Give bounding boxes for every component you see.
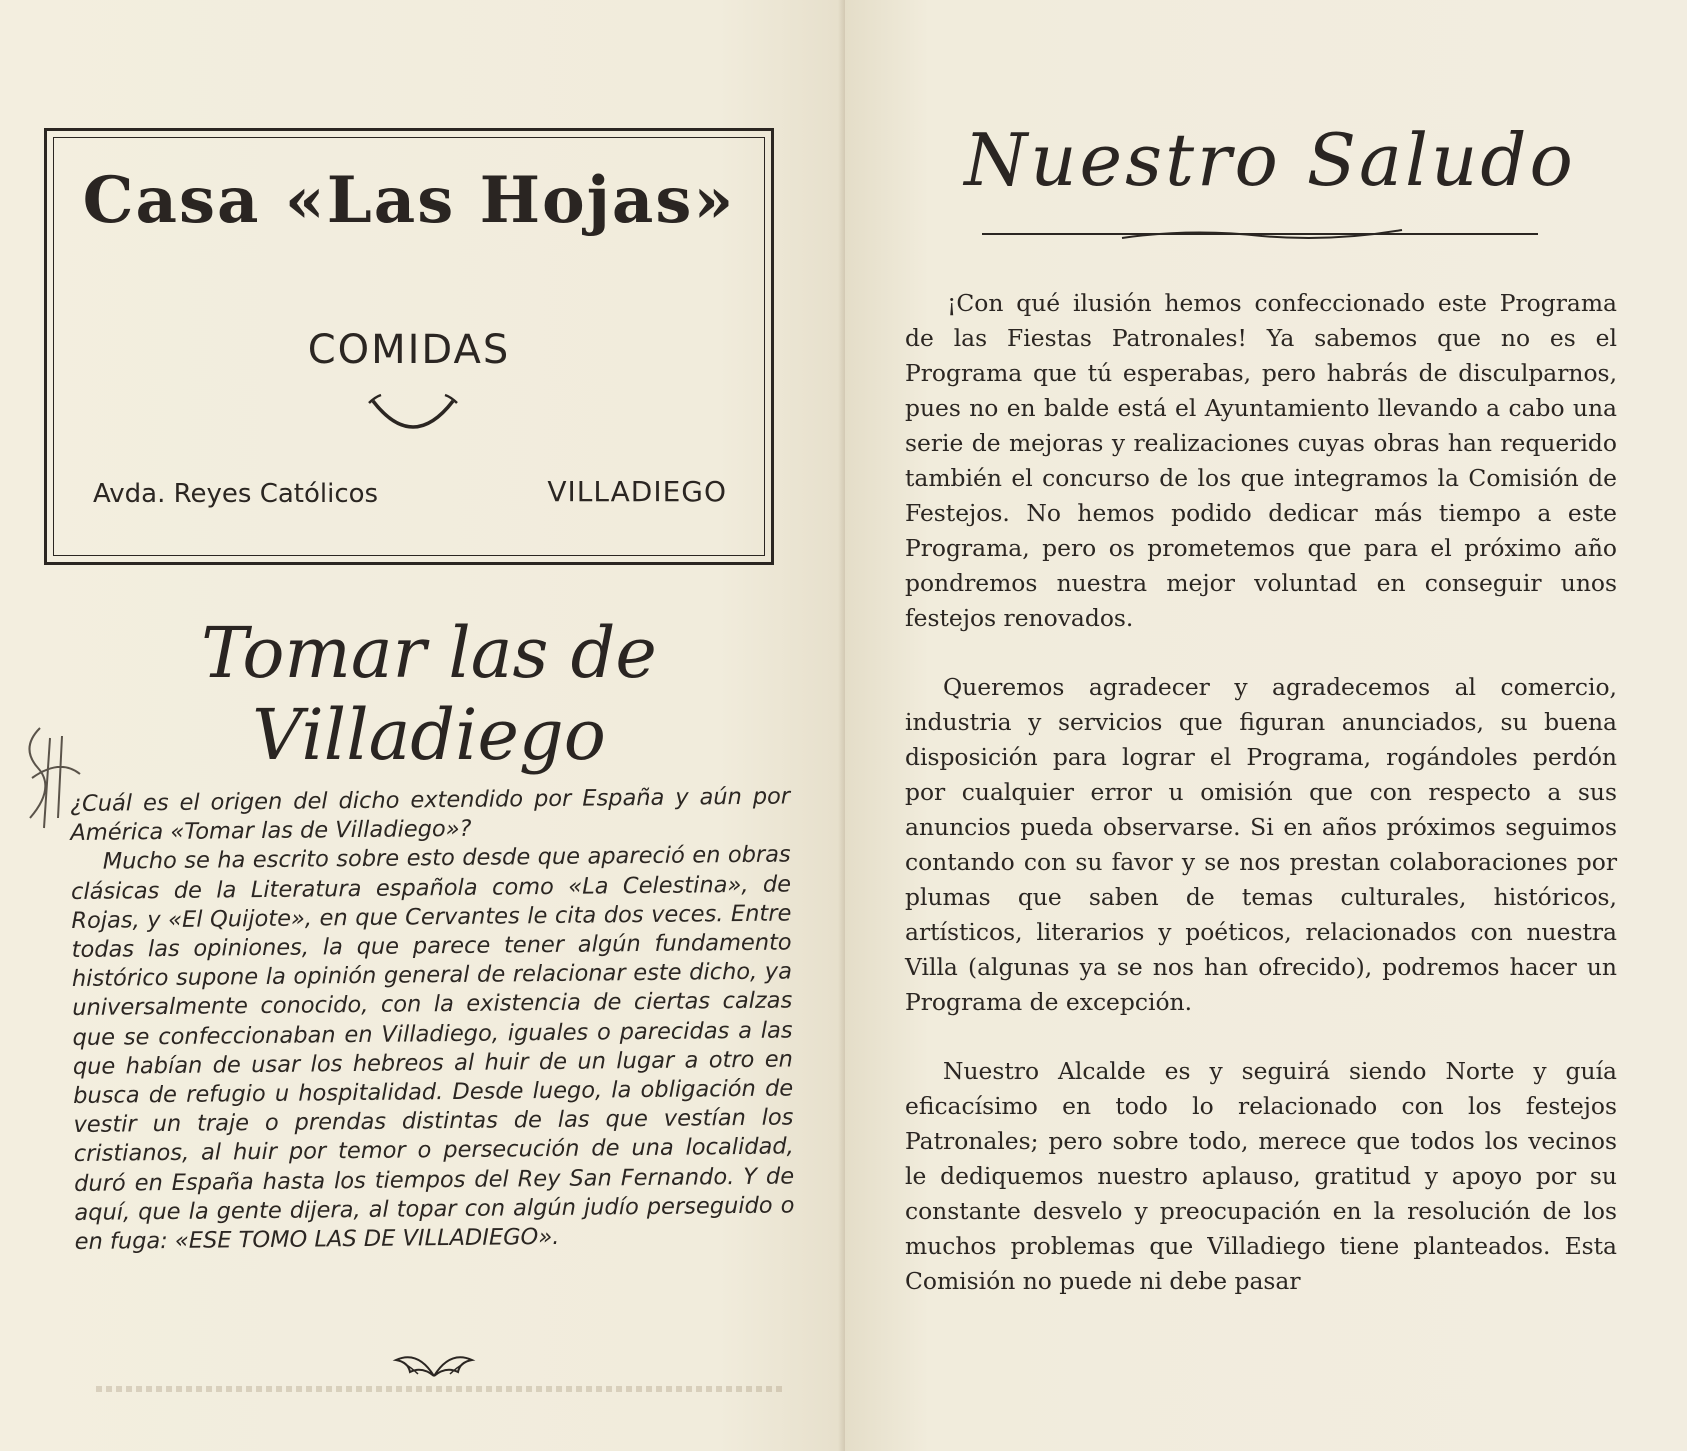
article-paragraph: ¿Cuál es el origen del dicho extendido por España y aún por América «Tomar las de Villadiego»?: [70, 783, 791, 847]
greeting-body: [905, 286, 1617, 1299]
article-title: Tomar las de Villadiego: [201, 612, 657, 776]
bleed-through-band: [96, 1386, 786, 1392]
smile-ornament-icon: [365, 393, 461, 433]
article-paragraph: Mucho se ha escrito sobre esto desde que apareció en obras clásicas de la Literatura española como «La Celestina», de Rojas, y «El Quijote», en que Cervantes le cita dos veces. Entre todas las opiniones, la que parece tener algún fundamento histórico supone la opinión general de relacionar este dicho, ya universalmente conocido, con la existencia de ciertas calzas que se confeccionaban en Villadiego, iguales o parecidas a las que habían de usar los hebreos al huir de un lugar a otro en busca de refugio u hospitalidad. Desde luego, la obligación de vestir un traje o prendas distintas de las que vestían los cristianos, al huir por temor o persecución de una localidad, duró en España hasta los tiempos del Rey San Fernando. Y de aquí, que la gente dijera, al topar con algún judío perseguido o en fuga: «ESE TOMO LAS DE VILLADIEGO».: [70, 841, 795, 1256]
leaf-ornament-icon: [388, 1346, 480, 1382]
ad-subtitle: COMIDAS: [307, 327, 511, 373]
advertisement-box: [44, 128, 774, 565]
greeting-title: Nuestro Saludo: [964, 118, 1576, 202]
article-body: [70, 782, 795, 1257]
ad-address: Avda. Reyes Católicos: [93, 479, 379, 509]
ad-title: Casa «Las Hojas»: [82, 163, 736, 238]
ad-town: VILLADIEGO: [547, 475, 727, 508]
greeting-paragraph: Queremos agradecer y agradecemos al comercio, industria y servicios que figuran anunciados, su buena disposición para lograr el Programa, rogándoles perdón por cualquier error u omisión que con respecto a sus anuncios pueda observarse. Si en años próximos seguimos contando con su favor y se nos prestan colaboraciones por plumas que saben de temas culturales, históricos, artísticos, literarios y poéticos, relacionados con nuestra Villa (algunas ya se nos han ofrecido), podremos hacer un Programa de excepción.: [905, 673, 1617, 1016]
greeting-paragraph: Nuestro Alcalde es y seguirá siendo Norte y guía eficacísimo en todo lo relacionado con los festejos Patronales; pero sobre todo, merece que todos los vecinos le dediquemos nuestro aplauso, gratitud y apoyo por su constante desvelo y preocupación en la resolución de los muchos problemas que Villadiego tiene planteados. Esta Comisión no puede ni debe pasar: [905, 1057, 1617, 1295]
greeting-paragraph: ¡Con qué ilusión hemos confeccionado este Programa de las Fiestas Patronales! Ya sabemos que no es el Programa que tú esperabas, pero habrás de disculparnos, pues no en balde está el Ayuntamiento llevando a cabo una serie de mejoras y realizaciones cuyas obras han requerido también el concurso de los que integramos la Comisión de Festejos. No hemos podido dedicar más tiempo a este Programa, pero os prometemos que para el próximo año pondremos nuestra mejor voluntad en conseguir unos festejos renovados.: [905, 289, 1617, 632]
decorative-rule-icon: [982, 224, 1538, 244]
